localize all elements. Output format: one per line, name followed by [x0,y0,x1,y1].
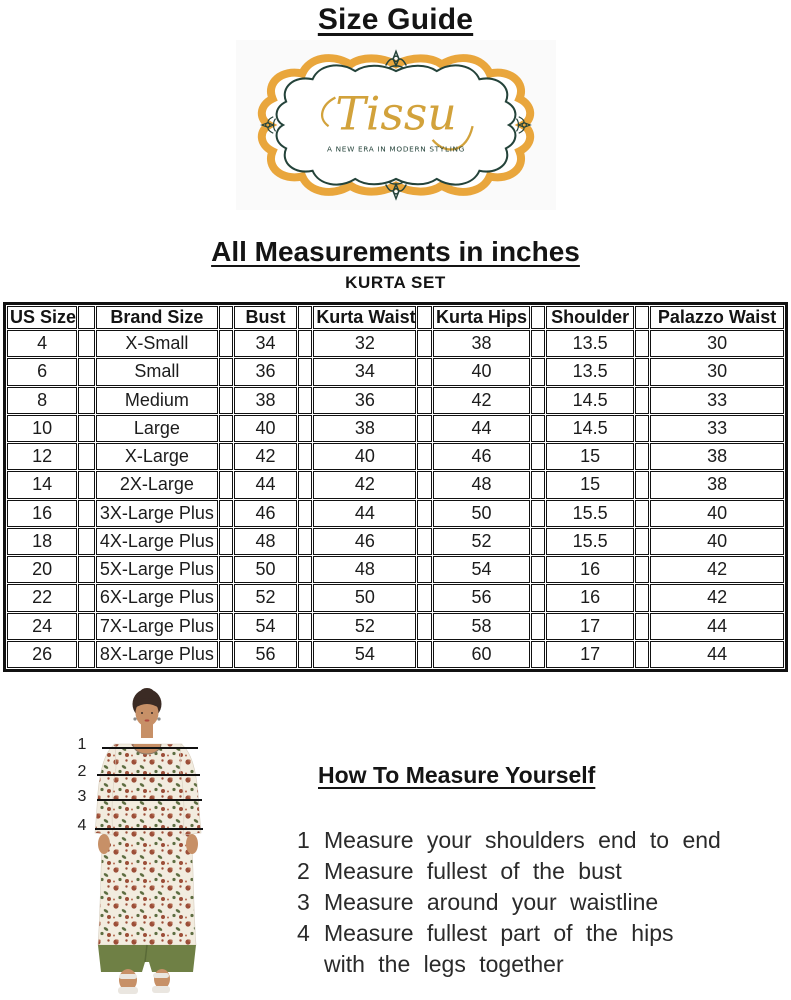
spacer-cell [219,415,234,442]
table-cell: 38 [433,330,530,357]
table-cell: 30 [650,330,784,357]
table-cell: 52 [234,584,297,611]
spacer-cell [531,613,545,640]
step-number: 1 [297,827,310,853]
table-cell: 32 [313,330,416,357]
spacer-cell [298,443,313,470]
spacer-cell [219,556,234,583]
table-cell: 46 [234,500,297,527]
spacer-cell [298,330,313,357]
column-header: US Size [7,306,77,329]
step-text-line: with the legs together [324,951,564,977]
table-cell: 36 [234,358,297,385]
table-cell: 54 [313,641,416,668]
table-cell: 14.5 [546,415,635,442]
table-cell: 38 [650,443,784,470]
spacer-cell [219,443,234,470]
spacer-cell [417,471,432,498]
column-header: Kurta Waist [313,306,416,329]
table-row [7,641,784,668]
table-cell: 34 [313,358,416,385]
table-cell: 42 [234,443,297,470]
spacer-cell [635,443,649,470]
spacer-cell [219,471,234,498]
spacer-cell [531,641,545,668]
table-cell: 24 [7,613,77,640]
table-cell: 44 [234,471,297,498]
table-row [7,584,784,611]
table-cell: Medium [96,387,218,414]
measure-line-label: 4 [77,817,87,834]
spacer-cell [417,584,432,611]
table-cell: 50 [234,556,297,583]
column-header: Bust [234,306,297,329]
spacer-cell [635,358,649,385]
table-cell: 20 [7,556,77,583]
spacer-cell [635,641,649,668]
table-row [7,358,784,385]
table-cell: 42 [433,387,530,414]
measure-step [297,825,721,856]
model-illustration [40,686,290,1000]
spacer-cell [531,556,545,583]
spacer-cell [78,443,95,470]
measure-step [297,887,721,918]
spacer-cell [531,500,545,527]
table-cell: 13.5 [546,330,635,357]
table-cell: 7X-Large Plus [96,613,218,640]
table-header-row [7,306,784,329]
spacer-cell [78,471,95,498]
table-cell: 4 [7,330,77,357]
spacer-cell [78,584,95,611]
spacer-cell [635,415,649,442]
table-cell: 56 [234,641,297,668]
table-cell: 46 [433,443,530,470]
spacer-cell [298,415,313,442]
spacer-cell [417,415,432,442]
table-cell: 42 [650,556,784,583]
step-text-line: Measure fullest of the bust [324,858,622,884]
spacer-cell [298,387,313,414]
spacer-cell [78,528,95,555]
table-row [7,443,784,470]
spacer-cell [531,358,545,385]
spacer-cell [531,306,545,329]
spacer-cell [417,443,432,470]
table-cell: 12 [7,443,77,470]
brand-name: Tissu [334,87,457,141]
table-cell: 5X-Large Plus [96,556,218,583]
spacer-cell [219,528,234,555]
table-cell: 38 [234,387,297,414]
step-text-line: Measure fullest part of the hips [324,920,674,946]
table-cell: 44 [650,641,784,668]
spacer-cell [417,613,432,640]
measure-line-label: 2 [77,763,87,780]
spacer-cell [298,306,313,329]
table-cell: 48 [313,556,416,583]
column-header: Kurta Hips [433,306,530,329]
column-header: Shoulder [546,306,635,329]
table-cell: 16 [546,584,635,611]
measure-line-label: 1 [77,736,87,753]
table-cell: 14.5 [546,387,635,414]
table-cell: 17 [546,641,635,668]
spacer-cell [635,556,649,583]
table-cell: 15.5 [546,500,635,527]
table-cell: 42 [313,471,416,498]
logo-frame-illustration [246,45,546,205]
table-cell: 58 [433,613,530,640]
spacer-cell [417,556,432,583]
spacer-cell [417,358,432,385]
table-row [7,613,784,640]
table-cell: 4X-Large Plus [96,528,218,555]
table-cell: 38 [650,471,784,498]
spacer-cell [635,584,649,611]
table-cell: 40 [650,528,784,555]
table-cell: 54 [433,556,530,583]
spacer-cell [531,443,545,470]
spacer-cell [635,500,649,527]
spacer-cell [635,330,649,357]
table-row [7,556,784,583]
table-row [7,415,784,442]
spacer-cell [219,358,234,385]
measure-steps [297,825,721,980]
table-cell: 38 [313,415,416,442]
table-cell: 40 [313,443,416,470]
table-cell: Small [96,358,218,385]
spacer-cell [635,387,649,414]
spacer-cell [219,641,234,668]
spacer-cell [298,556,313,583]
table-cell: 46 [313,528,416,555]
table-cell: 33 [650,387,784,414]
spacer-cell [78,641,95,668]
measure-step [297,856,721,887]
measure-step [297,918,721,980]
table-cell: 16 [546,556,635,583]
spacer-cell [298,613,313,640]
spacer-cell [219,387,234,414]
how-to-measure-section [0,672,791,1000]
table-cell: 44 [313,500,416,527]
table-cell: 60 [433,641,530,668]
table-cell: 6 [7,358,77,385]
how-to-measure-heading: How To Measure Yourself [318,762,596,788]
table-cell: 8 [7,387,77,414]
table-cell: 6X-Large Plus [96,584,218,611]
spacer-cell [635,528,649,555]
spacer-cell [219,500,234,527]
spacer-cell [78,500,95,527]
table-cell: 34 [234,330,297,357]
measure-line [97,774,200,776]
table-cell: 10 [7,415,77,442]
table-cell: 48 [433,471,530,498]
table-row [7,528,784,555]
spacer-cell [417,306,432,329]
table-cell: 33 [650,415,784,442]
spacer-cell [417,330,432,357]
table-cell: 56 [433,584,530,611]
step-text-line: Measure around your waistline [324,889,659,915]
spacer-cell [531,584,545,611]
spacer-cell [417,500,432,527]
table-cell: 40 [234,415,297,442]
spacer-cell [417,528,432,555]
spacer-cell [219,330,234,357]
table-cell: 40 [650,500,784,527]
table-cell: 15 [546,443,635,470]
spacer-cell [219,584,234,611]
brand-logo [236,40,556,210]
spacer-cell [531,387,545,414]
spacer-cell [531,415,545,442]
table-row [7,500,784,527]
step-text-line: Measure your shoulders end to end [324,827,721,853]
column-header: Brand Size [96,306,218,329]
spacer-cell [417,641,432,668]
spacer-cell [298,471,313,498]
table-cell: 3X-Large Plus [96,500,218,527]
table-cell: 18 [7,528,77,555]
measure-line-label: 3 [77,788,87,805]
table-cell: 36 [313,387,416,414]
step-number: 2 [297,858,310,884]
spacer-cell [78,358,95,385]
model-figure [40,686,290,1000]
spacer-cell [78,306,95,329]
table-cell: 54 [234,613,297,640]
table-cell: 2X-Large [96,471,218,498]
table-cell: Large [96,415,218,442]
spacer-cell [78,556,95,583]
brand-tagline: A NEW ERA IN MODERN STYLING [326,144,465,154]
measure-line [102,747,198,749]
table-cell: 17 [546,613,635,640]
size-table [3,302,788,672]
spacer-cell [78,330,95,357]
spacer-cell [298,358,313,385]
table-cell: 14 [7,471,77,498]
step-number: 3 [297,889,310,915]
kurta-set-subheading: KURTA SET [345,273,446,292]
table-cell: 52 [313,613,416,640]
measurements-heading: All Measurements in inches [211,236,580,267]
table-cell: X-Large [96,443,218,470]
table-cell: 50 [433,500,530,527]
table-cell: 15 [546,471,635,498]
column-header: Palazzo Waist [650,306,784,329]
table-cell: 42 [650,584,784,611]
measure-line [97,799,202,801]
spacer-cell [298,528,313,555]
step-number: 4 [297,920,310,946]
table-cell: 13.5 [546,358,635,385]
spacer-cell [635,613,649,640]
table-cell: 50 [313,584,416,611]
measure-line [95,828,203,830]
spacer-cell [219,306,234,329]
spacer-cell [531,330,545,357]
table-row [7,387,784,414]
table-cell: 48 [234,528,297,555]
spacer-cell [531,471,545,498]
table-cell: 22 [7,584,77,611]
table-cell: 52 [433,528,530,555]
table-cell: 26 [7,641,77,668]
table-cell: X-Small [96,330,218,357]
table-cell: 44 [433,415,530,442]
table-cell: 30 [650,358,784,385]
table-cell: 44 [650,613,784,640]
table-cell: 8X-Large Plus [96,641,218,668]
table-cell: 16 [7,500,77,527]
spacer-cell [531,528,545,555]
spacer-cell [298,500,313,527]
spacer-cell [635,471,649,498]
table-cell: 40 [433,358,530,385]
spacer-cell [78,613,95,640]
spacer-cell [417,387,432,414]
spacer-cell [219,613,234,640]
table-row [7,471,784,498]
spacer-cell [78,415,95,442]
spacer-cell [298,584,313,611]
table-row [7,330,784,357]
spacer-cell [635,306,649,329]
table-cell: 15.5 [546,528,635,555]
spacer-cell [78,387,95,414]
page-title: Size Guide [317,3,474,36]
spacer-cell [298,641,313,668]
